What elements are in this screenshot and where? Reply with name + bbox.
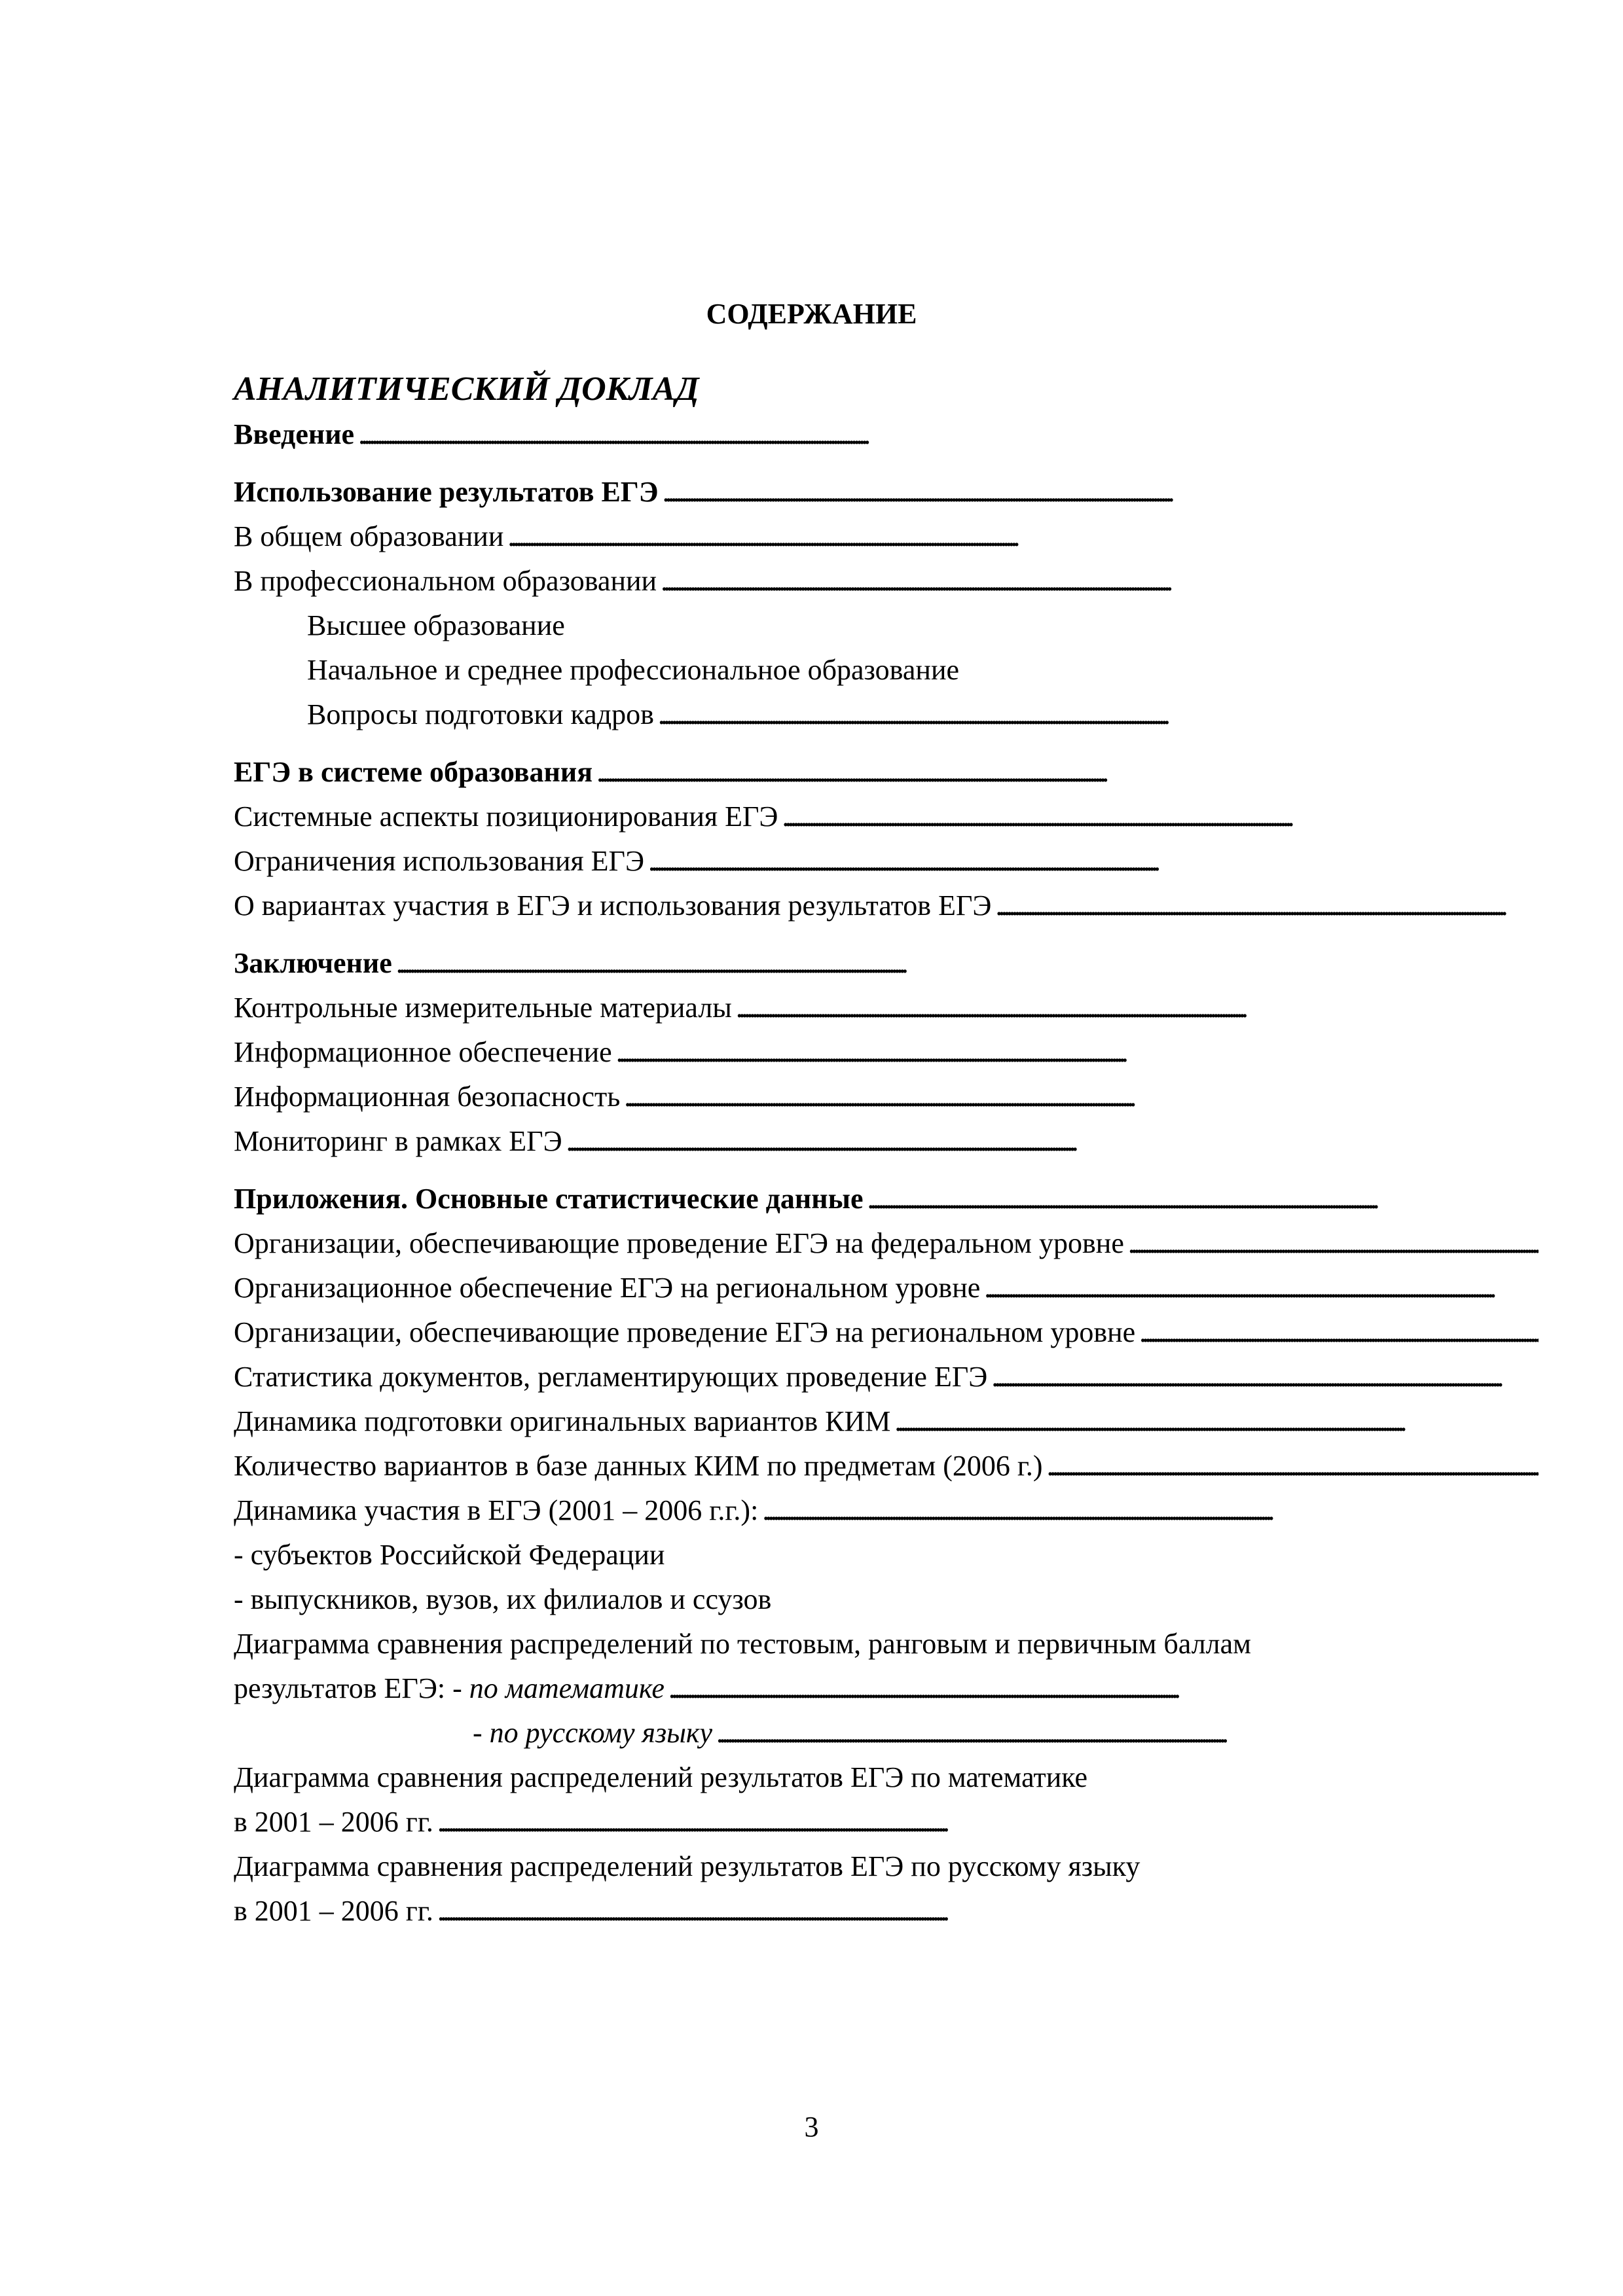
toc-entry-use-limits[interactable] — [234, 839, 1539, 884]
toc-entry-diagram-scores[interactable] — [234, 1622, 1539, 1666]
table-of-contents — [234, 412, 1539, 1933]
toc-entry-label: Введение — [234, 418, 355, 450]
toc-entry-graduates[interactable] — [234, 1577, 1539, 1622]
dot-leader — [657, 559, 1539, 603]
toc-entry-diagram-math-years[interactable] — [234, 1800, 1539, 1844]
toc-entry-kim-dynamics[interactable] — [234, 1399, 1539, 1444]
toc-entry-label: Диаграмма сравнения распределений по тестовым, ранговым и первичным баллам — [234, 1628, 1252, 1660]
dot-leader — [659, 470, 1539, 514]
toc-entry-use-results[interactable] — [234, 470, 1539, 514]
toc-entry-label: в 2001 – 2006 гг. — [234, 1895, 433, 1927]
toc-entry-docs-stats[interactable] — [234, 1355, 1539, 1399]
toc-entry-label: - выпускников, вузов, их филиалов и ссузов — [234, 1583, 772, 1615]
dot-leader — [758, 1488, 1539, 1533]
toc-entry-label: В профессиональном образовании — [234, 565, 657, 597]
toc-entry-label: Статистика документов, регламентирующих проведение ЕГЭ — [234, 1361, 988, 1393]
dot-leader — [1135, 1310, 1539, 1355]
toc-entry-label: Динамика подготовки оригинальных вариантов КИМ — [234, 1405, 891, 1437]
dot-leader — [987, 1355, 1539, 1399]
toc-entry-system-aspects[interactable] — [234, 795, 1539, 839]
toc-entry-label: Контрольные измерительные материалы — [234, 992, 732, 1024]
toc-entry-label: Мониторинг в рамках ЕГЭ — [234, 1125, 562, 1157]
dot-leader — [503, 514, 1539, 559]
toc-entry-label: Организации, обеспечивающие проведение ЕГЭ на федеральном уровне — [234, 1227, 1124, 1259]
toc-entry-label: Организации, обеспечивающие проведение ЕГЭ на региональном уровне — [234, 1316, 1136, 1348]
dot-leader — [354, 412, 1539, 457]
dot-leader — [612, 1030, 1539, 1075]
toc-entry-participation-dynamics[interactable] — [234, 1488, 1539, 1533]
toc-entry-label: Организационное обеспечение ЕГЭ на региональном уровне — [234, 1272, 981, 1304]
toc-entry-label: результатов ЕГЭ: — [234, 1672, 453, 1704]
toc-entry-label: Начальное и среднее профессиональное образование — [307, 654, 960, 686]
toc-entry-label: - субъектов Российской Федерации — [234, 1539, 665, 1571]
dot-leader — [991, 884, 1539, 928]
toc-entry-control-materials[interactable] — [234, 986, 1539, 1030]
toc-entry-label: Системные аспекты позиционирования ЕГЭ — [234, 800, 778, 833]
toc-entry-secondary-prof-edu[interactable] — [234, 648, 1539, 692]
toc-entry-label: Диаграмма сравнения распределений результатов ЕГЭ по русскому языку — [234, 1850, 1140, 1882]
toc-entry-label: Использование результатов ЕГЭ — [234, 476, 659, 508]
dot-leader — [644, 839, 1539, 884]
toc-entry-label: Заключение — [234, 947, 392, 979]
dot-leader — [712, 1711, 1539, 1755]
dot-leader — [620, 1075, 1539, 1119]
toc-entry-label: Информационная безопасность — [234, 1081, 621, 1113]
toc-entry-prof-edu[interactable] — [234, 559, 1539, 603]
toc-entry-label: В общем образовании — [234, 520, 504, 552]
toc-entry-monitoring[interactable] — [234, 1119, 1539, 1164]
toc-entry-sublabel: - по русскому языку — [473, 1717, 713, 1749]
dot-leader — [433, 1800, 1539, 1844]
dot-leader — [890, 1399, 1539, 1444]
toc-entry-diagram-scores-math[interactable] — [234, 1666, 1539, 1711]
toc-entry-info-support[interactable] — [234, 1030, 1539, 1075]
page-number: 3 — [804, 2111, 819, 2143]
toc-entry-sublabel: - по математике — [452, 1672, 665, 1704]
toc-entry-label: Динамика участия в ЕГЭ (2001 – 2006 г.г.): — [234, 1494, 759, 1526]
toc-entry-kim-count[interactable] — [234, 1444, 1539, 1488]
toc-entry-diagram-russian-years[interactable] — [234, 1889, 1539, 1933]
toc-entry-appendices[interactable] — [234, 1177, 1539, 1221]
toc-entry-label: О вариантах участия в ЕГЭ и использования результатов ЕГЭ — [234, 889, 992, 922]
toc-entry-diagram-scores-russian[interactable] — [234, 1711, 1539, 1755]
dot-leader — [654, 692, 1539, 737]
dot-leader — [864, 1177, 1539, 1221]
toc-entry-staff-training[interactable] — [234, 692, 1539, 737]
toc-entry-info-security[interactable] — [234, 1075, 1539, 1119]
dot-leader — [980, 1266, 1539, 1310]
dot-leader — [778, 795, 1539, 839]
toc-entry-general-edu[interactable] — [234, 514, 1539, 559]
toc-entry-org-federal[interactable] — [234, 1221, 1539, 1266]
toc-entry-diagram-math[interactable] — [234, 1755, 1539, 1800]
toc-entry-label: Количество вариантов в базе данных КИМ по предметам (2006 г.) — [234, 1450, 1043, 1482]
toc-entry-higher-edu[interactable] — [234, 603, 1539, 648]
section-heading: АНАЛИТИЧЕСКИЙ ДОКЛАД — [234, 370, 699, 408]
toc-entry-conclusion[interactable] — [234, 941, 1539, 986]
dot-leader — [593, 750, 1539, 795]
toc-entry-label: Высшее образование — [307, 609, 565, 641]
toc-entry-label: Информационное обеспечение — [234, 1036, 612, 1068]
toc-entry-intro[interactable] — [234, 412, 1539, 457]
toc-entry-label: ЕГЭ в системе образования — [234, 756, 593, 788]
toc-entry-label: Диаграмма сравнения распределений результатов ЕГЭ по математике — [234, 1761, 1088, 1793]
dot-leader — [562, 1119, 1539, 1164]
toc-entry-label: Ограничения использования ЕГЭ — [234, 845, 645, 877]
toc-entry-diagram-russian[interactable] — [234, 1844, 1539, 1889]
toc-entry-subjects-rf[interactable] — [234, 1533, 1539, 1577]
toc-entry-label: в 2001 – 2006 гг. — [234, 1806, 433, 1838]
dot-leader — [1124, 1221, 1539, 1266]
toc-entry-ege-in-system[interactable] — [234, 750, 1539, 795]
toc-entry-label: Вопросы подготовки кадров — [307, 698, 654, 730]
dot-leader — [392, 941, 1539, 986]
dot-leader — [732, 986, 1539, 1030]
dot-leader — [1043, 1444, 1539, 1488]
toc-entry-org-regional[interactable] — [234, 1310, 1539, 1355]
page-title: СОДЕРЖАНИЕ — [706, 298, 917, 330]
toc-entry-org-support-regional[interactable] — [234, 1266, 1539, 1310]
dot-leader — [665, 1666, 1539, 1711]
toc-entry-label: Приложения. Основные статистические данные — [234, 1183, 864, 1215]
dot-leader — [433, 1889, 1539, 1933]
toc-entry-participation-options[interactable] — [234, 884, 1539, 928]
